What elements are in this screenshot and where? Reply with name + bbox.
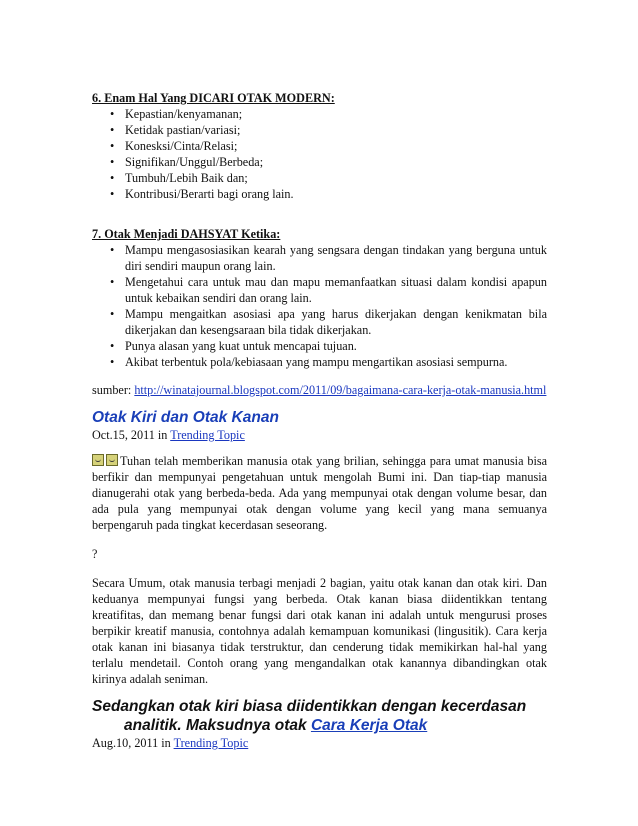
list-item: • Punya alasan yang kuat untuk mencapai tujuan. <box>125 338 547 354</box>
list-item: • Mengetahui cara untuk mau dan mapu memanfaatkan situasi dalam kondisi apapun untuk kebaikan sendiri dan orang lain. <box>125 274 547 306</box>
spacer <box>92 370 547 382</box>
post-2-title-line-1: Sedangkan otak kiri biasa diidentikkan dengan kecerdasan <box>92 698 527 715</box>
post-1-date: Oct.15, 2011 in <box>92 428 171 442</box>
spacer <box>92 202 547 218</box>
section-6-list <box>92 106 547 202</box>
post-2-meta <box>92 735 547 751</box>
list-item: • Mampu mengaitkan asosiasi apa yang harus dikerjakan dengan kenikmatan bila dikerjakan dan kesengsaraan bila tidak dikerjakan. <box>125 306 547 338</box>
smiley-icon <box>92 454 104 466</box>
post-1-meta <box>92 427 547 443</box>
post-1-category-link[interactable]: Trending Topic <box>170 428 245 442</box>
smiley-icon <box>106 454 118 466</box>
spacer <box>92 218 547 226</box>
spacer <box>92 443 547 453</box>
source-line <box>92 382 547 398</box>
post-2-date: Aug.10, 2011 in <box>92 736 174 750</box>
post-1-paragraph-1-text: Tuhan telah memberikan manusia otak yang brilian, sehingga para umat manusia bisa berfikir dan mempunyai pengetahuan untuk mengolah Bumi ini. Dan tiap-tiap manusia dianugerahi otak yang berbeda-beda. Ada yang mempunyai otak dengan volume besar, dan ada pula yang mempunyai otak dengan volume yang kecil yang mana semuanya berpengaruh pada tingkat kecerdasan seseorang. <box>92 454 547 532</box>
section-7-list <box>92 242 547 370</box>
list-item: • Akibat terbentuk pola/kebiasaan yang mampu mengartikan asosiasi sempurna. <box>125 354 547 370</box>
spacer <box>92 562 547 575</box>
list-item: • Signifikan/Unggul/Berbeda; <box>125 154 547 170</box>
post-2-category-link[interactable]: Trending Topic <box>173 736 249 750</box>
spacer <box>92 533 547 546</box>
post-2-title-link[interactable]: Cara Kerja Otak <box>310 717 428 734</box>
post-1-title[interactable]: Otak Kiri dan Otak Kanan <box>92 409 279 426</box>
post-2-title-line-2: analitik. Maksudnya otak <box>124 717 311 734</box>
list-item: • Kontribusi/Berarti bagi orang lain. <box>125 186 547 202</box>
spacer <box>92 687 547 697</box>
source-prefix: sumber: <box>92 383 135 397</box>
section-7-heading: 7. Otak Menjadi DAHSYAT Ketika: <box>92 227 281 241</box>
post-1-question: ? <box>92 547 98 561</box>
list-item: • Mampu mengasosiasikan kearah yang sengsara dengan tindakan yang berguna untuk diri sendiri maupun orang lain. <box>125 242 547 274</box>
list-item: • Tumbuh/Lebih Baik dan; <box>125 170 547 186</box>
section-6-heading: 6. Enam Hal Yang DICARI OTAK MODERN: <box>92 91 335 105</box>
post-1-paragraph-2: Secara Umum, otak manusia terbagi menjadi 2 bagian, yaitu otak kanan dan otak kiri. Dan keduanya mempunyai fungsi yang berbeda. Otak kanan biasa diidentikkan tentang kreatifitas, dan memang benar fungsi dari otak kanan ini adalah untuk mengurusi proses berpikir kreatif manusia, contohnya adalah kemampuan komunikasi (lingusitik). Cara kerja otak kanan ini biasanya tidak terstruktur, dan cenderung tidak memikirkan hal-hal yang terlalu mendetail. Contoh orang yang mengandalkan otak kanannya dibandingkan otak kirinya adalah seniman. <box>92 576 547 686</box>
list-item: • Ketidak pastian/variasi; <box>125 122 547 138</box>
post-1-paragraph-1 <box>92 453 547 533</box>
spacer <box>92 398 547 408</box>
list-item: • Kepastian/kenyamanan; <box>125 106 547 122</box>
post-2-title <box>92 697 547 735</box>
list-item: • Konesksi/Cinta/Relasi; <box>125 138 547 154</box>
source-link[interactable]: http://winatajournal.blogspot.com/2011/09/bagaimana-cara-kerja-otak-manusia.html <box>134 383 547 397</box>
document-page <box>92 90 547 751</box>
